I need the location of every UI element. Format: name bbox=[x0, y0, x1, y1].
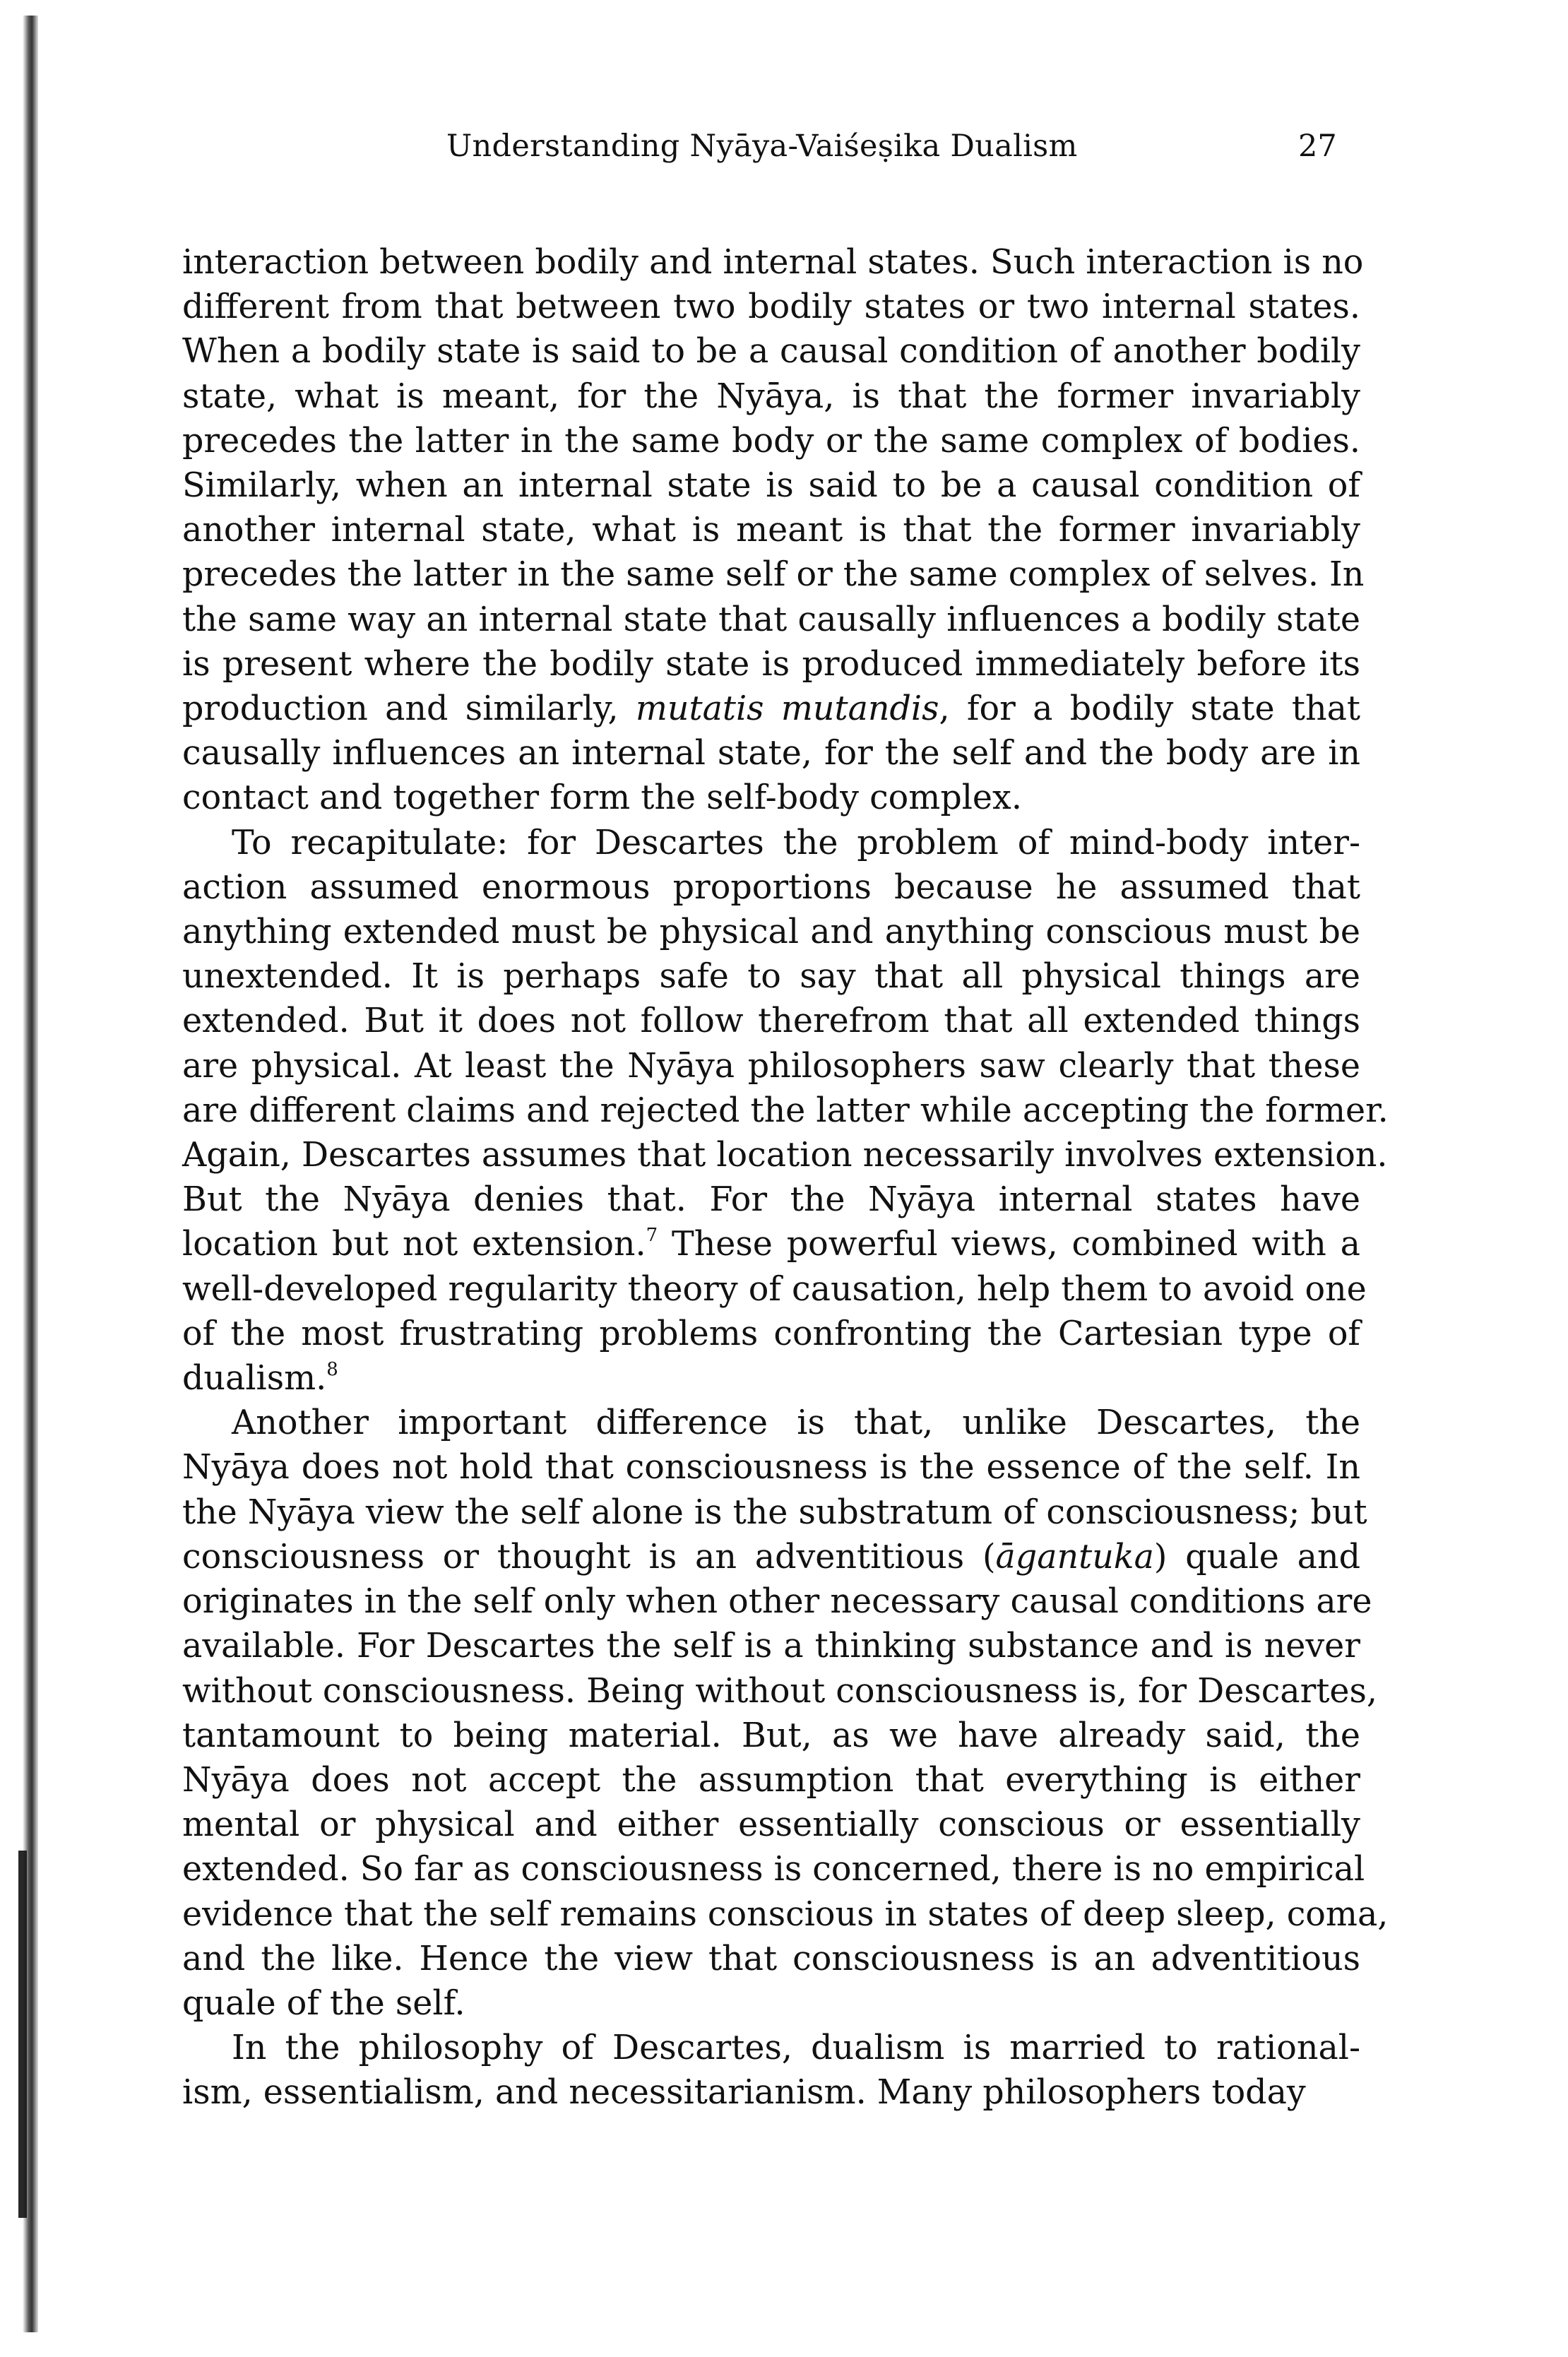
text-run: Another important difference is that, unlike Descartes, the bbox=[232, 1403, 1360, 1443]
text-line bbox=[182, 1669, 1378, 1714]
text-line bbox=[182, 508, 1360, 552]
paragraph bbox=[182, 2026, 1360, 2115]
text-line bbox=[182, 687, 1360, 731]
text-line bbox=[182, 1133, 1388, 1177]
text-line bbox=[182, 954, 1360, 999]
text-run: extended. So far as consciousness is concerned, there is no empirical bbox=[182, 1850, 1365, 1889]
text-line bbox=[182, 1401, 1360, 1445]
text-line bbox=[182, 1267, 1367, 1312]
text-run: without consciousness. Being without consciousness is, for Descartes, bbox=[182, 1671, 1378, 1711]
text-line bbox=[182, 552, 1365, 597]
text-run: Similarly, when an internal state is said to be a causal condition of bbox=[182, 466, 1360, 506]
footnote-marker: 8 bbox=[326, 1359, 338, 1381]
text-line bbox=[182, 642, 1360, 687]
text-run: ) quale and bbox=[1153, 1537, 1360, 1577]
text-line bbox=[182, 1356, 1360, 1401]
text-line bbox=[182, 999, 1360, 1043]
text-line bbox=[182, 2070, 1360, 2115]
running-head-title: Understanding Nyāya-Vaiśeṣika Dualism bbox=[446, 129, 1078, 164]
text-line bbox=[182, 1758, 1360, 1803]
text-run: contact and together form the self-body complex. bbox=[182, 778, 1022, 818]
paragraph bbox=[182, 240, 1365, 821]
text-run: To recapitulate: for Descartes the problem of mind-body inter- bbox=[232, 823, 1360, 862]
text-line bbox=[182, 463, 1360, 508]
text-line bbox=[182, 1044, 1360, 1088]
text-line bbox=[182, 1937, 1360, 1981]
text-line bbox=[182, 285, 1360, 329]
text-run: dualism. bbox=[182, 1359, 327, 1399]
text-line bbox=[182, 1892, 1389, 1937]
text-run: precedes the latter in the same self or the same complex of selves. In bbox=[182, 555, 1365, 595]
text-run: ism, essentialism, and necessitarianism. Many philosophers today bbox=[182, 2073, 1306, 2113]
text-line bbox=[182, 1624, 1360, 1668]
text-line bbox=[182, 821, 1360, 865]
text-run: interaction between bodily and internal states. Such interaction is no bbox=[182, 243, 1364, 282]
page-number: 27 bbox=[1298, 129, 1337, 164]
text-run: different from that between two bodily states or two internal states. bbox=[182, 287, 1360, 327]
text-line bbox=[182, 1579, 1372, 1624]
text-run: another internal state, what is meant is that the former invariably bbox=[182, 511, 1360, 550]
text-line bbox=[182, 910, 1360, 954]
text-run: tantamount to being material. But, as we have already said, the bbox=[182, 1716, 1360, 1755]
running-head bbox=[0, 129, 1568, 171]
text-run: mental or physical and either essentially conscious or essentially bbox=[182, 1805, 1360, 1845]
text-line bbox=[182, 1847, 1365, 1892]
text-run: are different claims and rejected the latter while accepting the former. bbox=[182, 1091, 1389, 1130]
text-line bbox=[182, 865, 1360, 910]
text-run: consciousness or thought is an adventitious ( bbox=[182, 1537, 996, 1577]
text-run: When a bodily state is said to be a causal condition of another bodily bbox=[182, 332, 1360, 372]
text-run: unextended. It is perhaps safe to say that all physical things are bbox=[182, 957, 1360, 997]
text-line bbox=[182, 329, 1360, 374]
text-line bbox=[182, 1445, 1360, 1490]
text-run: action assumed enormous proportions because he assumed that bbox=[182, 867, 1360, 907]
text-run: These powerful views, combined with a bbox=[658, 1225, 1361, 1264]
text-run: In the philosophy of Descartes, dualism is married to rational- bbox=[232, 2029, 1360, 2068]
text-line bbox=[182, 419, 1360, 463]
text-line bbox=[182, 731, 1360, 776]
text-line bbox=[182, 240, 1364, 285]
text-line bbox=[182, 1490, 1367, 1535]
text-run: is present where the bodily state is produced immediately before its bbox=[182, 644, 1360, 684]
text-run: quale of the self. bbox=[182, 1983, 465, 2023]
text-line bbox=[182, 1312, 1360, 1356]
italic-term: mutatis mutandis bbox=[635, 689, 939, 729]
text-line bbox=[182, 1177, 1360, 1222]
text-run: evidence that the self remains conscious in states of deep sleep, coma, bbox=[182, 1894, 1389, 1934]
text-run: production and similarly, bbox=[182, 689, 636, 729]
paragraph bbox=[182, 1401, 1389, 2026]
text-line bbox=[182, 1981, 1360, 2026]
text-run: anything extended must be physical and anything conscious must be bbox=[182, 913, 1360, 952]
text-run: causally influences an internal state, for the self and the body are in bbox=[182, 734, 1360, 773]
italic-term: āgantuka bbox=[995, 1537, 1154, 1577]
body-text bbox=[182, 240, 1389, 2115]
text-line bbox=[182, 776, 1360, 820]
text-run: available. For Descartes the self is a thinking substance and is never bbox=[182, 1627, 1360, 1666]
text-run: But the Nyāya denies that. For the Nyāya internal states have bbox=[182, 1180, 1360, 1220]
page-binding-edge-lower bbox=[18, 1851, 27, 2218]
footnote-marker: 7 bbox=[646, 1225, 658, 1247]
text-run: are physical. At least the Nyāya philosophers saw clearly that these bbox=[182, 1046, 1360, 1086]
text-run: originates in the self only when other necessary causal conditions are bbox=[182, 1582, 1372, 1622]
text-run: precedes the latter in the same body or the same complex of bodies. bbox=[182, 421, 1360, 461]
text-run: Again, Descartes assumes that location necessarily involves extension. bbox=[182, 1136, 1388, 1175]
text-run: and the like. Hence the view that consciousness is an adventitious bbox=[182, 1939, 1360, 1978]
text-run: the Nyāya view the self alone is the substratum of consciousness; but bbox=[182, 1492, 1367, 1532]
text-line bbox=[182, 598, 1360, 642]
text-line bbox=[182, 374, 1360, 419]
text-line bbox=[182, 1222, 1360, 1266]
text-line bbox=[182, 1803, 1360, 1847]
text-line bbox=[182, 1535, 1360, 1579]
text-run: state, what is meant, for the Nyāya, is that the former invariably bbox=[182, 376, 1360, 416]
text-run: , for a bodily state that bbox=[939, 689, 1361, 729]
text-run: well-developed regularity theory of causation, help them to avoid one bbox=[182, 1269, 1367, 1309]
text-line bbox=[182, 1714, 1360, 1758]
text-run: the same way an internal state that causally influences a bodily state bbox=[182, 600, 1360, 639]
text-line bbox=[182, 1088, 1389, 1133]
text-run: of the most frustrating problems confronting the Cartesian type of bbox=[182, 1314, 1360, 1353]
paragraph bbox=[182, 821, 1389, 1401]
text-run: Nyāya does not hold that consciousness is the essence of the self. In bbox=[182, 1448, 1360, 1488]
text-run: extended. But it does not follow therefrom that all extended things bbox=[182, 1002, 1360, 1041]
text-run: location but not extension. bbox=[182, 1225, 646, 1264]
text-line bbox=[182, 2026, 1360, 2070]
text-run: Nyāya does not accept the assumption that everything is either bbox=[182, 1760, 1360, 1800]
